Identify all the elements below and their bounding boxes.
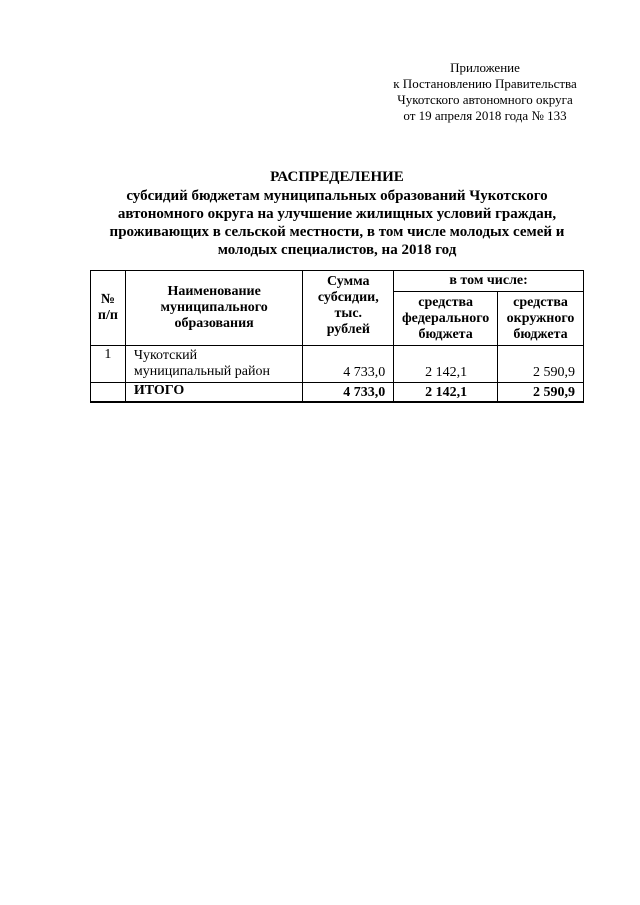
total-regional-amount: 2 590,9 [498, 383, 584, 403]
row-federal-amount: 2 142,1 [394, 346, 498, 383]
title-line-2: автономного округа на улучшение жилищных условий граждан, [117, 206, 557, 222]
row-regional-amount: 2 590,9 [498, 346, 584, 383]
header-number: № п/п [91, 271, 126, 346]
header-municipality: Наименование муниципального образования [125, 271, 303, 346]
total-label: ИТОГО [125, 383, 303, 403]
header-regional-budget: средства окружного бюджета [498, 292, 584, 346]
title-heading: РАСПРЕДЕЛЕНИЕ [270, 169, 404, 185]
row-subsidy-sum: 4 733,0 [303, 346, 394, 383]
appendix-date-number: от 19 апреля 2018 года № 133 [403, 108, 567, 123]
appendix-region: Чукотского автономного округа [397, 92, 573, 107]
header-federal-budget: средства федерального бюджета [394, 292, 498, 346]
table-header-row [91, 271, 584, 292]
title-line-4: молодых специалистов, на 2018 год [217, 242, 457, 258]
title-line-1: субсидий бюджетам муниципальных образований Чукотского [126, 188, 548, 204]
row-municipality: Чукотский муниципальный район [125, 346, 303, 383]
table-row [91, 346, 584, 383]
total-federal-amount: 2 142,1 [394, 383, 498, 403]
appendix-block [370, 60, 600, 124]
table-total-row [91, 383, 584, 403]
total-number-cell [91, 383, 126, 403]
appendix-resolution: к Постановлению Правительства [393, 76, 577, 91]
title-line-3: проживающих в сельской местности, в том числе молодых семей и [109, 224, 565, 240]
subsidy-table [90, 270, 584, 403]
appendix-label: Приложение [450, 60, 520, 75]
row-number: 1 [91, 346, 126, 383]
total-subsidy-sum: 4 733,0 [303, 383, 394, 403]
header-subsidy-sum: Сумма субсидии, тыс. рублей [303, 271, 394, 346]
header-including: в том числе: [394, 271, 584, 292]
document-title [90, 168, 584, 259]
